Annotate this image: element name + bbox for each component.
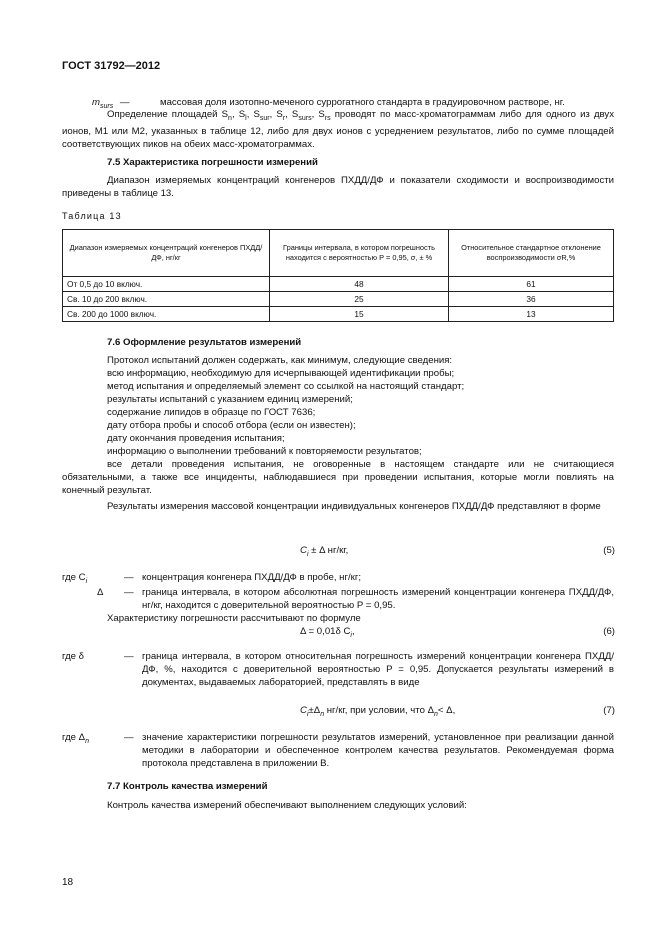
protocol-line: дату отбора пробы и способ отбора (если он известен); xyxy=(107,420,356,431)
def-delta-n-dash: — xyxy=(124,732,134,743)
table-header-error: Границы интервала, в котором погрешность находится с вероятностью P = 0,95, σ, ± % xyxy=(270,230,449,277)
protocol-line: Протокол испытаний должен содержать, как минимум, следующие сведения: xyxy=(107,355,453,366)
section-7-6-heading: 7.6 Оформление результатов измерений xyxy=(107,337,302,348)
equation-5-number: (5) xyxy=(603,545,615,556)
def-delta-small-dash: — xyxy=(124,651,134,662)
table-cell: 36 xyxy=(449,292,614,307)
table-cell: 61 xyxy=(449,277,614,292)
table-row xyxy=(63,277,614,292)
def-delta-n-text: значение характеристики погрешности результатов измерений, установленное при реализации данной методики в лаборатории и обеспеченное контролем качества результатов. Рекомендуемая форма протокола представлена в приложении В. xyxy=(142,732,614,769)
protocol-line: содержание липидов в образце по ГОСТ 7636; xyxy=(107,407,316,418)
equation-6: Δ = 0,01δ $C_i$, xyxy=(300,626,355,639)
table-row xyxy=(63,307,614,322)
protocol-line: метод испытания и определяемый элемент со ссылкой на настоящий стандарт; xyxy=(107,381,465,392)
def-ci-dash: — xyxy=(124,572,134,583)
def-delta-small-label: где δ xyxy=(62,651,85,662)
section-7-7-text: Контроль качества измерений обеспечивают выполнением следующих условий: xyxy=(107,800,467,811)
def-delta-n-label: где $\Delta_n$ xyxy=(62,732,89,745)
document-header: ГОСТ 31792—2012 xyxy=(62,60,161,72)
equation-6-number: (6) xyxy=(603,626,615,637)
section-7-7-heading: 7.7 Контроль качества измерений xyxy=(107,781,268,792)
table-header-deviation: Относительное стандартное отклонение воспроизводимости σR,% xyxy=(449,230,614,277)
equation-5: $C_i \pm \Delta$ нг/кг, xyxy=(300,545,349,558)
def-delta-dash: — xyxy=(124,587,134,598)
area-paragraph: Определение площадей $S_n$, $S_l$, $S_{sur}$, $S_r$, $S_{surs}$, $S_{rs}$ проводят по масс-хроматограммам либо для одного из двух ионов, M1 или M2, указанных в таблице 12, либо для двух ионов с усреднением результатов, либо по сумме площадей соответствующих пиков на обеих масс-хроматограммах. xyxy=(62,109,615,150)
table-cell: Св. 10 до 200 включ. xyxy=(63,292,270,307)
page-number: 18 xyxy=(62,877,74,888)
def-delta-text: граница интервала, в котором абсолютная погрешность измерений концентрации конгенера ПХДД/ДФ, нг/кг, находится с доверительной вероятностью P = 0,95. xyxy=(142,587,614,611)
msurs-definition: массовая доля изотопно-меченого суррогатного стандарта в градуировочном растворе, нг. xyxy=(160,97,565,108)
table-cell: От 0,5 до 10 включ. xyxy=(63,277,270,292)
msurs-symbol: $m_{surs}$ — xyxy=(92,97,130,110)
def-delta-label: Δ xyxy=(97,587,104,598)
def-ci-label: где $C_i$ xyxy=(62,572,88,585)
table-cell: Св. 200 до 1000 включ. xyxy=(63,307,270,322)
protocol-line: дату окончания проведения испытания; xyxy=(107,433,285,444)
calc-line: Характеристику погрешности рассчитывают по формуле xyxy=(107,613,361,624)
table-cell: 48 xyxy=(270,277,449,292)
table-row xyxy=(63,292,614,307)
table-13-caption: Таблица 13 xyxy=(62,211,122,221)
protocol-line: результаты испытаний с указанием единиц измерений; xyxy=(107,394,353,405)
table-cell: 25 xyxy=(270,292,449,307)
table-header-range: Диапазон измеряемых концентраций конгенеров ПХДД/ДФ, нг/кг xyxy=(63,230,270,277)
table-13 xyxy=(62,229,614,322)
results-paragraph: Результаты измерения массовой концентрации индивидуальных конгенеров ПХДД/ДФ представляют в форме xyxy=(107,501,601,512)
table-header-row xyxy=(63,230,614,277)
def-delta-small-text: граница интервала, в котором относительная погрешность измерений концентрации конгенера ПХДД/ДФ, %, находится с доверительной вероятностью P = 0,95. Допускается результаты измерений в документах, выдаваемых лабораторией, представлять в виде xyxy=(142,651,614,688)
table-cell: 13 xyxy=(449,307,614,322)
details-paragraph: все детали проведения испытания, не оговоренные в настоящем стандарте или не считающиеся обязательными, а также все инциденты, наблюдавшиеся при проведении испытания, которые могли повлиять на конечный результат. xyxy=(62,459,614,496)
protocol-line: всю информацию, необходимую для исчерпывающей идентификации пробы; xyxy=(107,368,455,379)
section-7-5-text: Диапазон измеряемых концентраций конгенеров ПХДД/ДФ и показатели сходимости и воспроизводимости приведены в таблице 13. xyxy=(62,175,614,199)
equation-7-number: (7) xyxy=(603,705,615,716)
protocol-line: информацию о выполнении требований к повторяемости результатов; xyxy=(107,446,422,457)
equation-7: $C_i\pm\Delta_n$ нг/кг, при условии, что $\Delta_n< \Delta$, xyxy=(300,705,456,718)
def-ci-text: концентрация конгенера ПХДД/ДФ в пробе, нг/кг; xyxy=(142,572,361,583)
table-cell: 15 xyxy=(270,307,449,322)
section-7-5-heading: 7.5 Характеристика погрешности измерений xyxy=(107,157,318,168)
